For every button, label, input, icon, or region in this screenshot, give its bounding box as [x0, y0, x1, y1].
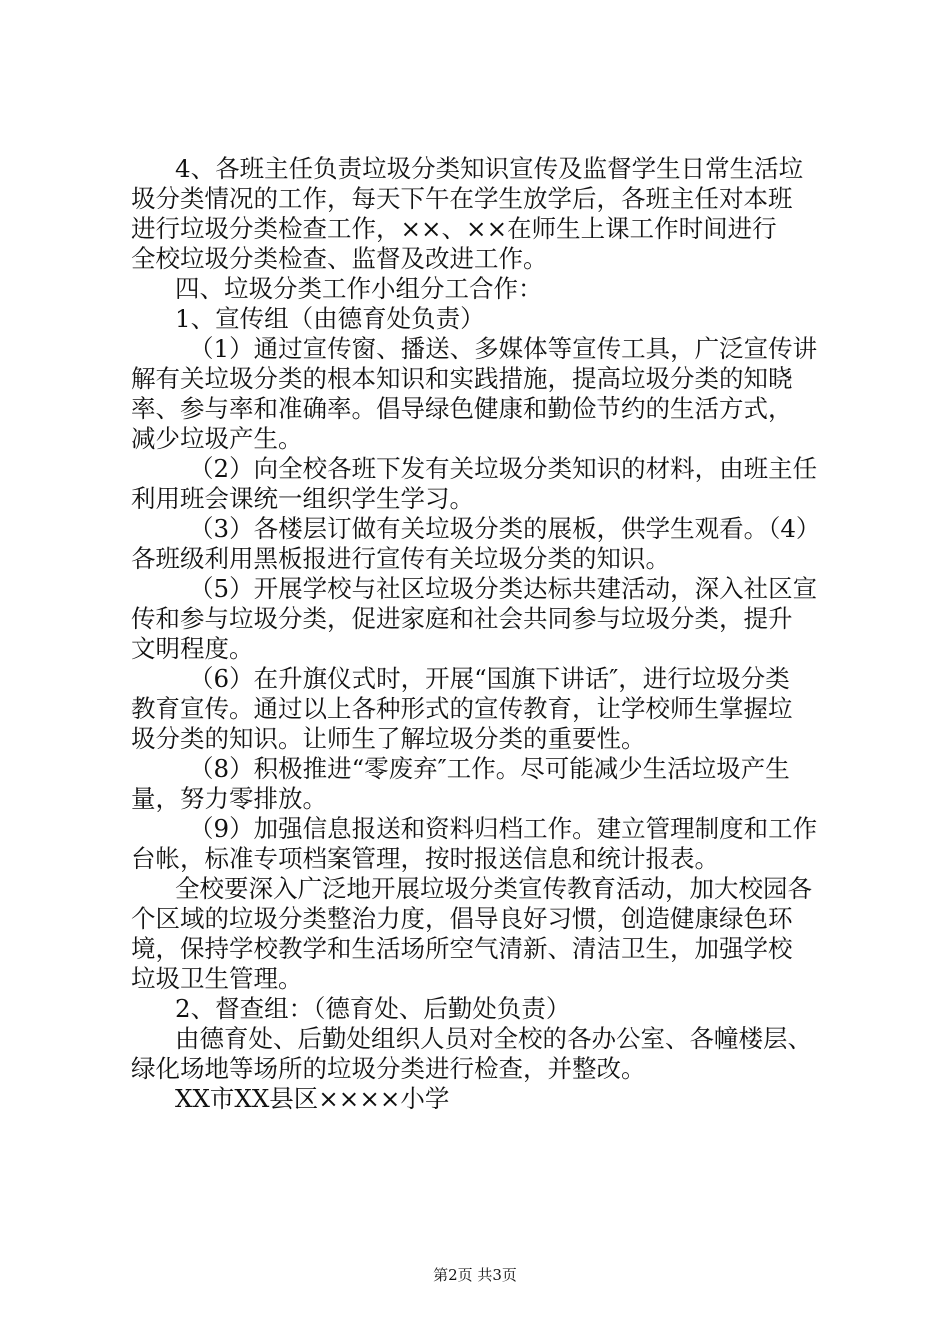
text-line: XX市XX县区××××小学 [175, 1084, 450, 1113]
text-line: 圾分类情况的工作，每天下午在学生放学后，各班主任对本班 [131, 184, 793, 213]
document-body [131, 154, 831, 1114]
text-line: 各班级利用黑板报进行宣传有关垃圾分类的知识。 [131, 544, 670, 573]
text-line: （5）开展学校与社区垃圾分类达标共建活动，深入社区宣 [189, 574, 818, 603]
text-line: 个区域的垃圾分类整治力度，倡导良好习惯，创造健康绿色环 [131, 904, 793, 933]
text-line: 绿化场地等场所的垃圾分类进行检查，并整改。 [131, 1054, 646, 1083]
text-line: 传和参与垃圾分类，促进家庭和社会共同参与垃圾分类，提升 [131, 604, 793, 633]
text-line: （6）在升旗仪式时，开展“国旗下讲话″，进行垃圾分类 [189, 664, 790, 693]
text-line: 4、各班主任负责垃圾分类知识宣传及监督学生日常生活垃 [175, 154, 804, 183]
text-line: 2、督查组：（德育处、后勤处负责） [175, 994, 571, 1023]
text-line: （8）积极推进“零废弃″工作。尽可能减少生活垃圾产生 [189, 754, 790, 783]
text-line: 文明程度。 [131, 634, 254, 663]
text-line: 利用班会课统一组织学生学习。 [131, 484, 474, 513]
text-line: （3）各楼层订做有关垃圾分类的展板，供学生观看。（4） [189, 514, 821, 543]
text-line: 减少垃圾产生。 [131, 424, 303, 453]
text-line: 教育宣传。通过以上各种形式的宣传教育，让学校师生掌握垃 [131, 694, 793, 723]
text-line: 由德育处、后勤处组织人员对全校的各办公室、各幢楼层、 [175, 1024, 812, 1053]
text-line: 率、参与率和准确率。倡导绿色健康和勤俭节约的生活方式， [131, 394, 793, 423]
text-line: 进行垃圾分类检查工作，××、××在师生上课工作时间进行 [131, 214, 777, 243]
text-line: （9）加强信息报送和资料归档工作。建立管理制度和工作 [189, 814, 818, 843]
text-line: 境，保持学校教学和生活场所空气清新、清洁卫生，加强学校 [131, 934, 793, 963]
text-line: 全校垃圾分类检查、监督及改进工作。 [131, 244, 548, 273]
text-line: 全校要深入广泛地开展垃圾分类宣传教育活动，加大校园各 [175, 874, 812, 903]
text-line: （1）通过宣传窗、播送、多媒体等宣传工具，广泛宣传讲 [189, 334, 818, 363]
text-line: 垃圾卫生管理。 [131, 964, 303, 993]
text-line: 圾分类的知识。让师生了解垃圾分类的重要性。 [131, 724, 646, 753]
text-line: 四、垃圾分类工作小组分工合作： [175, 274, 543, 303]
text-line: 量，努力零排放。 [131, 784, 327, 813]
text-line: 台帐，标准专项档案管理，按时报送信息和统计报表。 [131, 844, 719, 873]
text-line: 解有关垃圾分类的根本知识和实践措施，提高垃圾分类的知晓 [131, 364, 793, 393]
page-footer: 第2页 共3页 [433, 1266, 517, 1284]
text-line: 1、宣传组（由德育处负责） [175, 304, 485, 333]
text-line: （2）向全校各班下发有关垃圾分类知识的材料，由班主任 [189, 454, 818, 483]
